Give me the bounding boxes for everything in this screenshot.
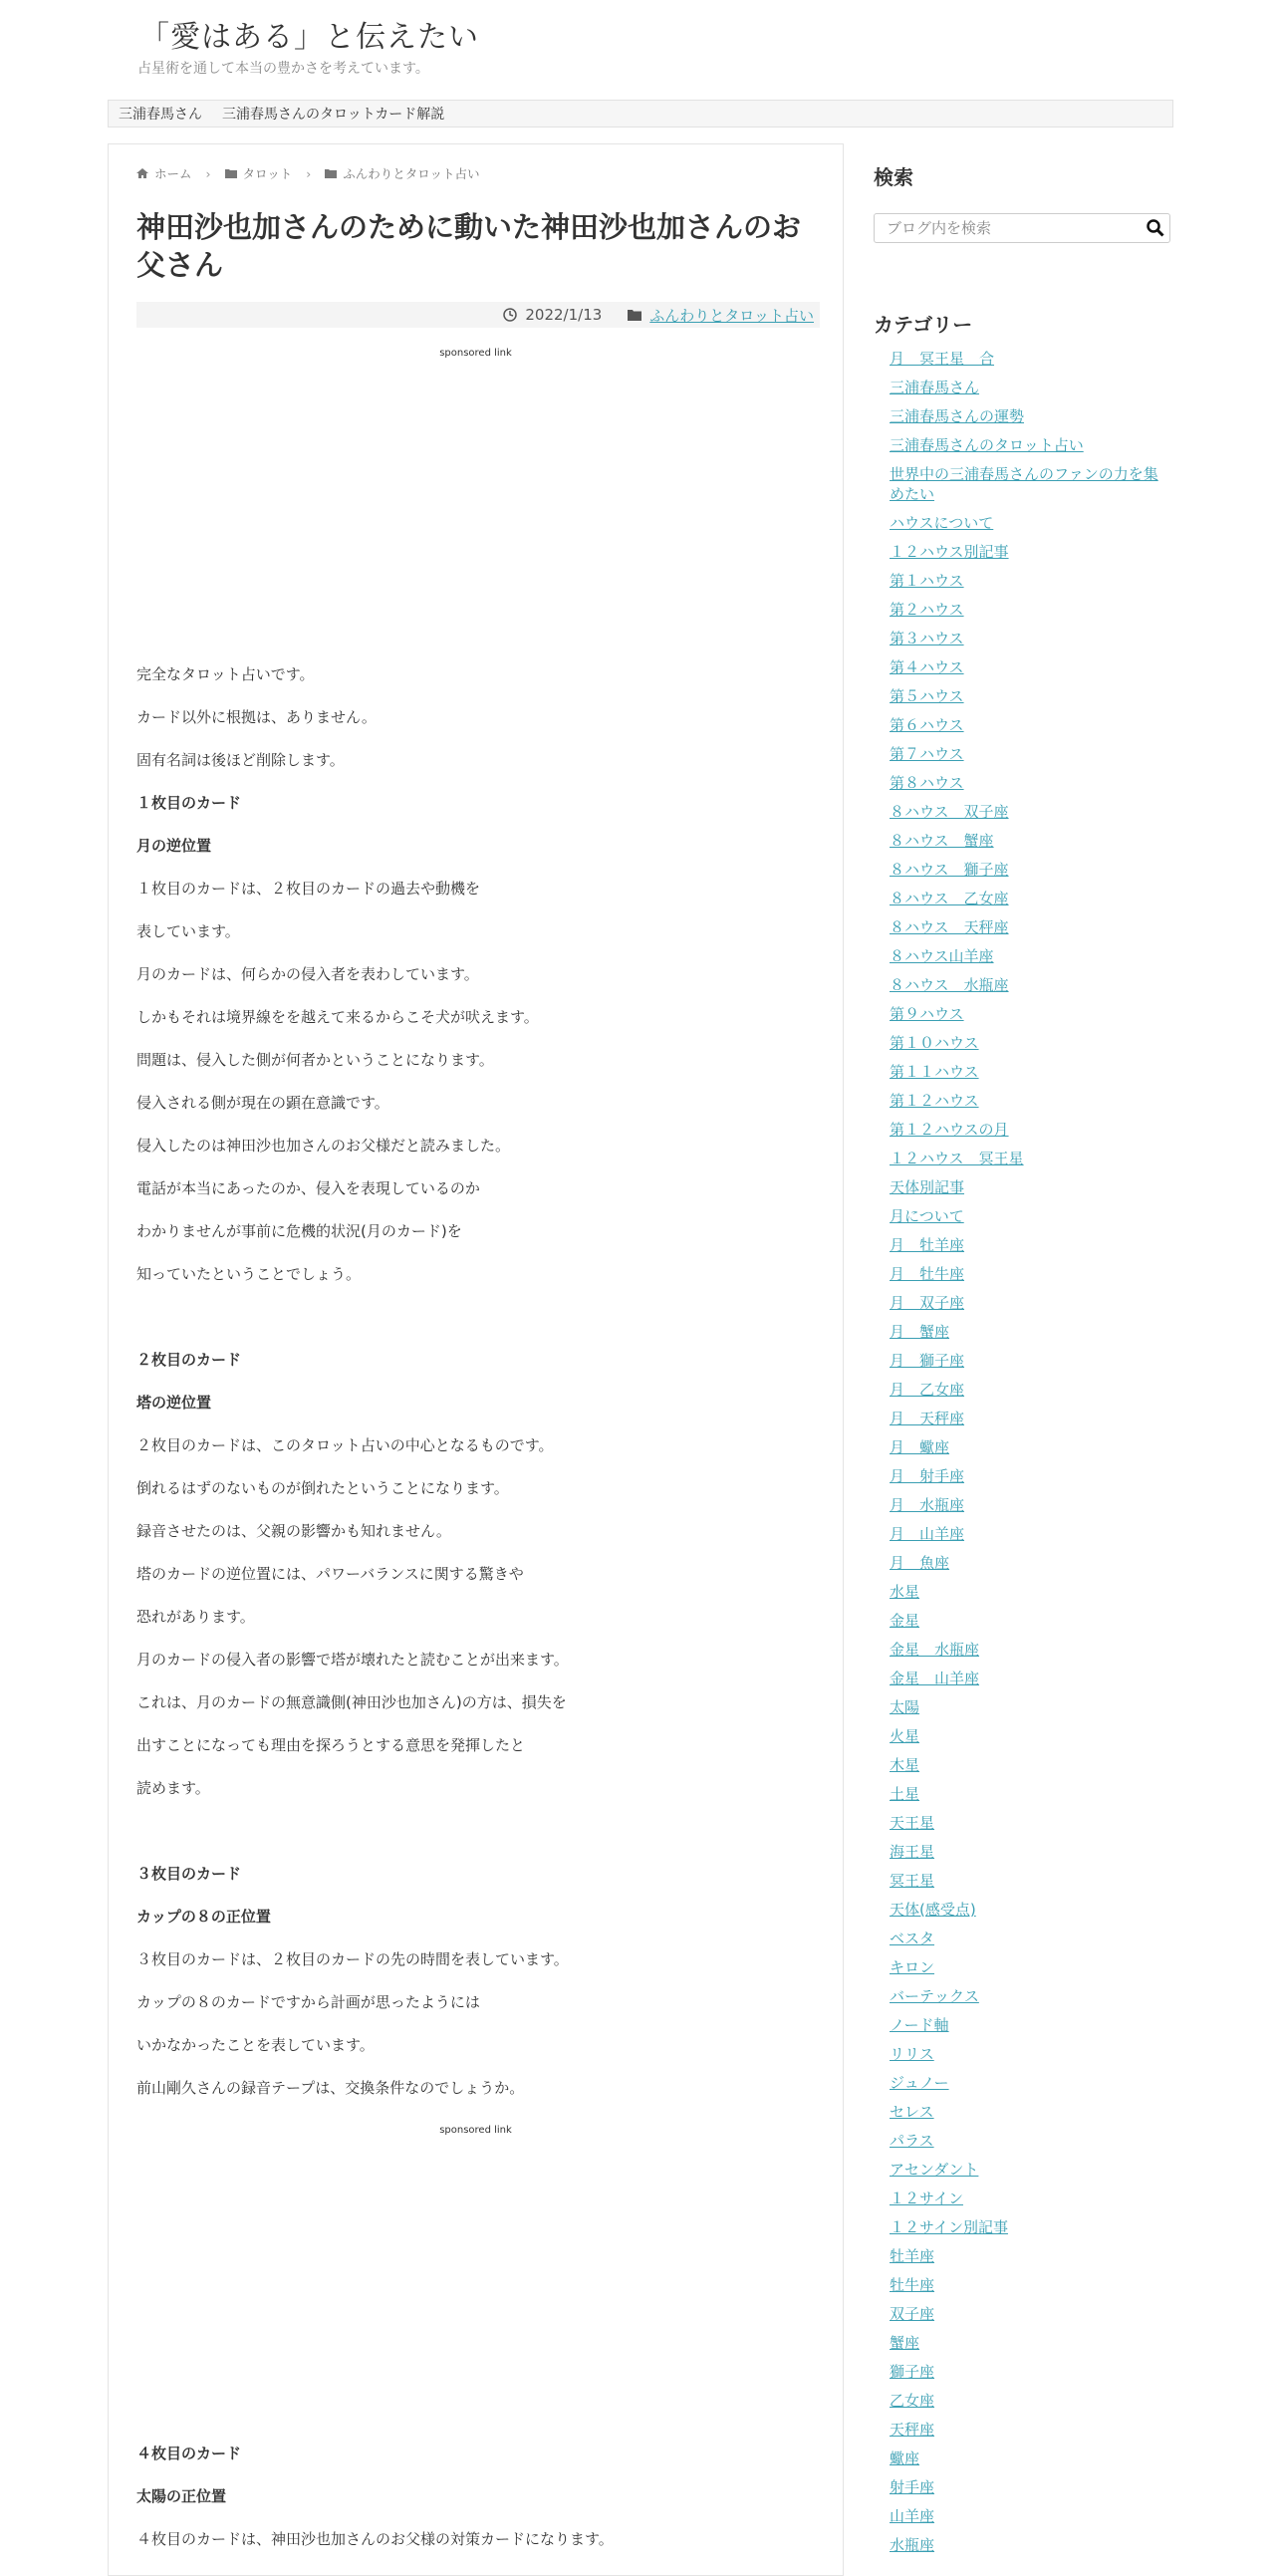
search-box — [874, 213, 1170, 243]
category-item — [890, 1553, 1168, 1573]
category-list — [890, 349, 1168, 2564]
category-item — [890, 1784, 1168, 1804]
category-link[interactable]: ノード軸 — [890, 2016, 949, 2034]
category-link[interactable]: 月 蟹座 — [890, 1323, 950, 1341]
category-link[interactable]: ８ハウス 双子座 — [890, 803, 1009, 821]
category-link[interactable]: 第７ハウス — [890, 745, 964, 763]
search-heading: 検索 — [874, 165, 913, 189]
main-content — [108, 143, 844, 2576]
category-item — [890, 2333, 1168, 2353]
category-link[interactable]: 太陽 — [890, 1698, 920, 1716]
article-paragraph — [136, 1821, 814, 1864]
category-link[interactable]: 第２ハウス — [890, 601, 964, 619]
category-link[interactable]: 第１２ハウスの月 — [890, 1121, 1009, 1139]
article-paragraph: 塔の逆位置 — [136, 1394, 212, 1412]
category-item — [890, 2102, 1168, 2122]
category-link[interactable]: ジュノー — [890, 2074, 949, 2092]
category-link[interactable]: ベスタ — [890, 1930, 935, 1947]
category-link[interactable]: ８ハウス山羊座 — [890, 947, 994, 965]
article-paragraph: １枚目のカードは、２枚目のカードの過去や動機を — [136, 880, 481, 898]
category-item — [890, 657, 1168, 677]
article-paragraph: 完全なタロット占いです。 — [136, 665, 315, 683]
category-item — [890, 2304, 1168, 2324]
category-link[interactable]: ８ハウス 水瓶座 — [890, 976, 1009, 994]
category-link[interactable]: １２ハウス別記事 — [890, 543, 1009, 561]
category-link[interactable]: ８ハウス 乙女座 — [890, 890, 1009, 907]
category-link[interactable]: 月 山羊座 — [890, 1525, 965, 1543]
folder-icon — [628, 309, 641, 321]
category-item — [890, 2015, 1168, 2035]
category-link[interactable]: 木星 — [890, 1756, 920, 1774]
category-item — [890, 773, 1168, 793]
category-link[interactable]: アセンダント — [890, 2161, 979, 2179]
category-item — [890, 1640, 1168, 1660]
category-item — [890, 1177, 1168, 1197]
article-paragraph: １枚目のカード — [136, 794, 242, 812]
category-item — [890, 2535, 1168, 2555]
category-link[interactable]: 双子座 — [890, 2305, 935, 2323]
site-title[interactable]: 「愛はある」と伝えたい — [139, 20, 479, 55]
category-link[interactable]: バーテックス — [890, 1987, 979, 2005]
category-link[interactable]: 第１ハウス — [890, 572, 964, 590]
article-paragraph: ３枚目のカードは、２枚目のカードの先の時間を表しています。 — [136, 1950, 569, 1968]
search-button[interactable] — [1142, 214, 1169, 242]
category-item — [890, 2506, 1168, 2526]
category-item — [890, 1062, 1168, 1082]
category-item — [890, 1611, 1168, 1631]
category-link[interactable]: ８ハウス 獅子座 — [890, 861, 1009, 879]
category-link[interactable]: 世界中の三浦春馬さんのファンの力を集めたい — [890, 465, 1158, 503]
category-item — [890, 378, 1168, 397]
category-link[interactable]: 第１０ハウス — [890, 1034, 979, 1052]
article-paragraph: 電話が本当にあったのか、侵入を表現しているのか — [136, 1179, 480, 1197]
category-item — [890, 406, 1168, 426]
category-link[interactable]: 水星 — [890, 1583, 920, 1601]
category-link[interactable]: 三浦春馬さんの運勢 — [890, 407, 1025, 425]
category-item — [890, 1120, 1168, 1140]
nav-item-haruma[interactable]: 三浦春馬さん — [119, 107, 202, 123]
article-paragraph: 月のカードの侵入者の影響で塔が壊れたと読むことが出来ます。 — [136, 1651, 569, 1669]
category-item — [890, 1293, 1168, 1313]
category-item — [890, 1726, 1168, 1746]
category-item — [890, 2044, 1168, 2064]
category-link[interactable]: 月 牡牛座 — [890, 1265, 965, 1283]
category-item — [890, 349, 1168, 369]
category-item — [890, 2160, 1168, 2180]
category-item — [890, 1957, 1168, 1977]
category-item — [890, 1091, 1168, 1111]
category-item — [890, 1986, 1168, 2006]
breadcrumb-category[interactable]: ふんわりとタロット占い — [343, 166, 480, 181]
category-link[interactable]: 三浦春馬さん — [890, 379, 980, 396]
category-item — [890, 686, 1168, 706]
article-paragraph: これは、月のカードの無意識側(神田沙也加さん)の方は、損失を — [136, 1693, 567, 1711]
article-paragraph: 太陽の正位置 — [136, 2487, 227, 2505]
category-item — [890, 1206, 1168, 1226]
category-item — [890, 571, 1168, 591]
post-category-link[interactable]: ふんわりとタロット占い — [649, 306, 814, 325]
post-title: 神田沙也加さんのために動いた神田沙也加さんのお父さん — [136, 210, 802, 282]
article-paragraph: 録音させたのは、父親の影響かも知れません。 — [136, 1522, 451, 1540]
sponsored-label: sponsored link — [439, 2125, 512, 2136]
category-link[interactable]: 三浦春馬さんのタロット占い — [890, 436, 1084, 454]
category-link[interactable]: 金星 山羊座 — [890, 1670, 980, 1687]
category-link[interactable]: 月 双子座 — [890, 1294, 965, 1312]
category-link[interactable]: 月 魚座 — [890, 1554, 950, 1572]
article-paragraph: カップの８のカードですから計画が思ったようには — [136, 1993, 480, 2011]
home-icon — [136, 168, 148, 178]
category-item — [890, 542, 1168, 562]
category-item — [890, 1004, 1168, 1024]
category-item — [890, 1495, 1168, 1515]
category-link[interactable]: リリス — [890, 2045, 934, 2063]
category-link[interactable]: ハウスについて — [890, 514, 994, 532]
global-nav — [108, 100, 1173, 128]
category-link[interactable]: 月 牡羊座 — [890, 1236, 965, 1254]
category-item — [890, 715, 1168, 735]
article-paragraph: 固有名詞は後ほど削除します。 — [136, 751, 345, 769]
category-link[interactable]: 月 蠍座 — [890, 1438, 950, 1456]
nav-item-haruma-tarot[interactable]: 三浦春馬さんのタロットカード解説 — [222, 107, 445, 123]
category-item — [890, 917, 1168, 937]
category-link[interactable]: 第１１ハウス — [890, 1063, 979, 1081]
category-link[interactable]: 月 水瓶座 — [890, 1496, 965, 1514]
category-link[interactable]: 天体(感受点) — [890, 1901, 976, 1919]
sponsored-label: sponsored link — [439, 348, 512, 359]
category-link[interactable]: 乙女座 — [890, 2392, 935, 2410]
category-item — [890, 1466, 1168, 1486]
category-item — [890, 975, 1168, 995]
category-link[interactable]: 天体別記事 — [890, 1178, 965, 1196]
category-link[interactable]: 冥王星 — [890, 1872, 935, 1890]
category-link[interactable]: 獅子座 — [890, 2363, 935, 2381]
category-item — [890, 1322, 1168, 1342]
category-link[interactable]: 第９ハウス — [890, 1005, 964, 1023]
category-heading: カテゴリー — [874, 313, 973, 337]
category-link[interactable]: 月 射手座 — [890, 1467, 965, 1485]
category-link[interactable]: 土星 — [890, 1785, 920, 1803]
category-link[interactable]: 蟹座 — [890, 2334, 920, 2352]
article-paragraph: わかりませんが事前に危機的状況(月のカード)を — [136, 1222, 462, 1240]
category-item — [890, 1582, 1168, 1602]
article-paragraph: ４枚目のカード — [136, 2445, 242, 2462]
category-item — [890, 629, 1168, 648]
article-paragraph: 出すことになっても理由を探ろうとする意思を発揮したと — [136, 1736, 526, 1754]
category-item — [890, 1697, 1168, 1717]
category-item — [890, 2073, 1168, 2093]
category-item — [890, 2131, 1168, 2151]
category-link[interactable]: １２ハウス 冥王星 — [890, 1150, 1024, 1167]
category-link[interactable]: 第５ハウス — [890, 687, 964, 705]
category-item — [890, 513, 1168, 533]
folder-icon — [325, 168, 337, 178]
breadcrumb — [136, 164, 480, 182]
article-body-2 — [136, 2444, 814, 2572]
folder-icon — [225, 168, 237, 178]
category-link[interactable]: 金星 水瓶座 — [890, 1641, 980, 1659]
category-link[interactable]: 火星 — [890, 1727, 920, 1745]
category-item — [890, 2391, 1168, 2411]
category-link[interactable]: 射手座 — [890, 2478, 935, 2496]
category-link[interactable]: 海王星 — [890, 1843, 935, 1861]
category-link[interactable]: 金星 — [890, 1612, 920, 1630]
category-link[interactable]: ８ハウス 蟹座 — [890, 832, 994, 850]
category-item — [890, 1235, 1168, 1255]
category-item — [890, 2217, 1168, 2237]
category-item — [890, 1380, 1168, 1400]
category-item — [890, 464, 1168, 504]
category-item — [890, 1149, 1168, 1168]
category-item — [890, 2246, 1168, 2266]
article-paragraph: いかなかったことを表しています。 — [136, 2036, 375, 2054]
category-link[interactable]: 月 獅子座 — [890, 1352, 965, 1370]
article-paragraph: 前山剛久さんの録音テープは、交換条件なのでしょうか。 — [136, 2079, 525, 2097]
category-link[interactable]: １２サイン別記事 — [890, 2218, 1008, 2236]
category-item — [890, 2189, 1168, 2208]
category-link[interactable]: 第１２ハウス — [890, 1092, 979, 1110]
category-item — [890, 1409, 1168, 1428]
category-link[interactable]: 水瓶座 — [890, 2536, 935, 2554]
category-item — [890, 2448, 1168, 2468]
article-paragraph: 知っていたということでしょう。 — [136, 1265, 362, 1283]
category-item — [890, 1842, 1168, 1862]
category-link[interactable]: 牡羊座 — [890, 2247, 935, 2265]
article-paragraph: 恐れがあります。 — [136, 1608, 255, 1626]
category-link[interactable]: １２サイン — [890, 2190, 963, 2207]
category-link[interactable]: 月 冥王星 合 — [890, 350, 995, 368]
category-item — [890, 860, 1168, 880]
category-item — [890, 1264, 1168, 1284]
article-paragraph: 月の逆位置 — [136, 837, 212, 855]
breadcrumb-home[interactable]: ホーム — [154, 166, 192, 181]
category-link[interactable]: 山羊座 — [890, 2507, 935, 2525]
category-link[interactable]: 第３ハウス — [890, 630, 964, 647]
search-icon — [1147, 219, 1164, 237]
article-paragraph: 問題は、侵入した側が何者かということになります。 — [136, 1051, 494, 1069]
category-link[interactable]: 月 乙女座 — [890, 1381, 965, 1399]
category-item — [890, 2420, 1168, 2440]
post-date: 2022/1/13 — [525, 306, 603, 324]
category-link[interactable]: 蠍座 — [890, 2449, 920, 2467]
category-link[interactable]: パラス — [890, 2132, 934, 2150]
clock-icon — [503, 308, 517, 322]
article-paragraph: 月のカードは、何らかの侵入者を表わしています。 — [136, 965, 479, 983]
category-item — [890, 1813, 1168, 1833]
category-item — [890, 1437, 1168, 1457]
category-item — [890, 802, 1168, 822]
article-paragraph: ２枚目のカードは、このタロット占いの中心となるものです。 — [136, 1436, 554, 1454]
chevron-right-icon: › — [306, 165, 312, 181]
category-link[interactable]: 月 天秤座 — [890, 1410, 965, 1427]
article-paragraph: 侵入される側が現在の顕在意識です。 — [136, 1094, 389, 1112]
category-link[interactable]: 第６ハウス — [890, 716, 964, 734]
article-paragraph: ２枚目のカード — [136, 1351, 242, 1369]
article-paragraph: 表しています。 — [136, 922, 240, 940]
category-link[interactable]: 天王星 — [890, 1814, 935, 1832]
category-link[interactable]: 牡牛座 — [890, 2276, 935, 2294]
category-item — [890, 744, 1168, 764]
category-item — [890, 889, 1168, 908]
category-item — [890, 1900, 1168, 1920]
category-item — [890, 435, 1168, 455]
category-item — [890, 2275, 1168, 2295]
category-item — [890, 831, 1168, 851]
category-item — [890, 600, 1168, 620]
search-input[interactable] — [885, 215, 1142, 241]
category-link[interactable]: 第８ハウス — [890, 774, 964, 792]
category-item — [890, 1755, 1168, 1775]
category-link[interactable]: ８ハウス 天秤座 — [890, 918, 1009, 936]
category-link[interactable]: キロン — [890, 1958, 935, 1976]
article-paragraph: 侵入したのは神田沙也加さんのお父様だと読みました。 — [136, 1137, 511, 1155]
category-item — [890, 1929, 1168, 1948]
article-paragraph: 読めます。 — [136, 1779, 210, 1797]
category-item — [890, 1524, 1168, 1544]
post-meta — [136, 302, 820, 328]
category-item — [890, 1351, 1168, 1371]
article-paragraph — [136, 1307, 814, 1350]
breadcrumb-tarot[interactable]: タロット — [242, 166, 293, 181]
category-link[interactable]: 月について — [890, 1207, 964, 1225]
article-paragraph: カード以外に根拠は、ありません。 — [136, 708, 377, 726]
chevron-right-icon: › — [205, 165, 211, 181]
category-item — [890, 1871, 1168, 1891]
article-paragraph: カップの８の正位置 — [136, 1908, 271, 1926]
article-body-1 — [136, 664, 814, 2121]
category-item — [890, 1033, 1168, 1053]
article-paragraph: ４枚目のカードは、神田沙也加さんのお父様の対策カードになります。 — [136, 2530, 614, 2548]
category-item — [890, 1669, 1168, 1688]
category-item — [890, 946, 1168, 966]
article-paragraph: ３枚目のカード — [136, 1865, 242, 1883]
category-link[interactable]: セレス — [890, 2103, 934, 2121]
category-item — [890, 2362, 1168, 2382]
article-paragraph: 倒れるはずのないものが倒れたということになります。 — [136, 1479, 509, 1497]
article-paragraph: 塔のカードの逆位置には、パワーバランスに関する驚きや — [136, 1565, 524, 1583]
category-item — [890, 2477, 1168, 2497]
article-paragraph: しかもそれは境界線をを越えて来るからこそ犬が吠えます。 — [136, 1008, 539, 1026]
category-link[interactable]: 天秤座 — [890, 2421, 935, 2439]
category-link[interactable]: 第４ハウス — [890, 658, 964, 676]
site-description: 占星術を通して本当の豊かさを考えています。 — [137, 61, 429, 77]
